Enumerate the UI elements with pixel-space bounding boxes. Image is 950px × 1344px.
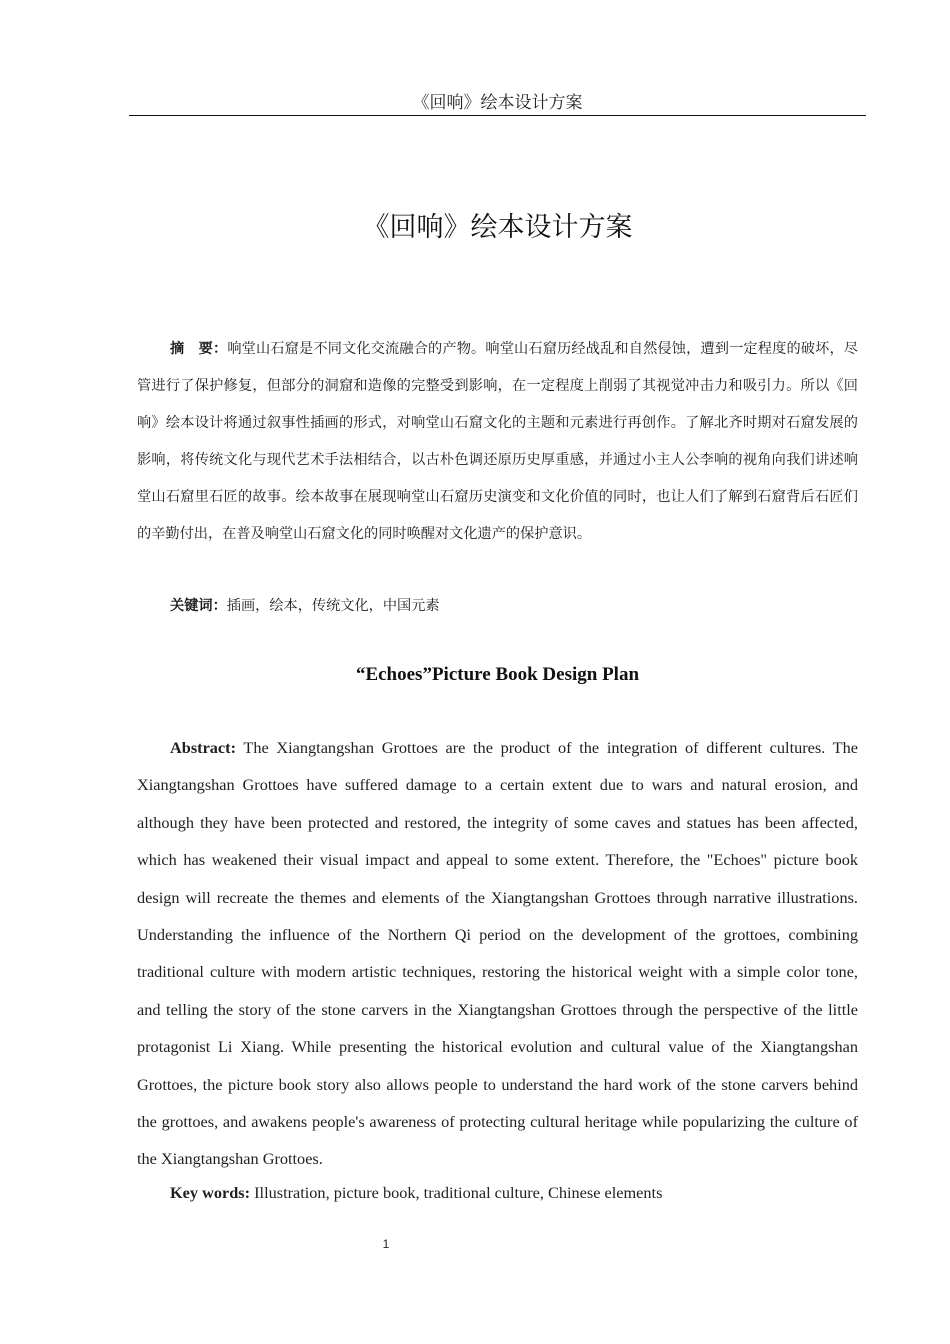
english-abstract — [137, 729, 858, 1178]
chinese-keywords-label: 关键词： — [170, 598, 227, 614]
page-number: 1 — [382, 1237, 390, 1251]
running-header: 《回响》绘本设计方案 — [412, 93, 583, 113]
chinese-keywords — [137, 590, 858, 622]
chinese-abstract — [137, 331, 858, 553]
chinese-keywords-text: 插画，绘本，传统文化，中国元素 — [226, 598, 440, 614]
page-title: 《回响》绘本设计方案 — [362, 212, 633, 243]
english-keywords — [137, 1178, 858, 1208]
english-keywords-label: Key words: — [170, 1183, 251, 1202]
english-keywords-text: Illustration, picture book, traditional culture, Chinese elements — [254, 1183, 663, 1202]
english-title: “Echoes”Picture Book Design Plan — [355, 664, 640, 685]
chinese-abstract-label: 摘 要： — [170, 341, 228, 357]
english-abstract-text: The Xiangtangshan Grottoes are the product of the integration of different cultures. The Xiangtangshan Grottoes have suffered damage to a certain extent due to wars and natural erosion, and although they have been protected and restored, the integrity of some caves and statues has been affected, which has weakened their visual impact and appeal to some extent. Therefore, the "Echoes" picture book design will recreate the themes and elements of the Xiangtangshan Grottoes through narrative illustrations. Understanding the influence of the Northern Qi period on the development of the grottoes, combining traditional culture with modern artistic techniques, restoring the historical weight with a simple color tone, and telling the story of the stone carvers in the Xiangtangshan Grottoes through the perspective of the little protagonist Li Xiang. While presenting the historical evolution and cultural value of the Xiangtangshan Grottoes, the picture book story also allows people to understand the hard work of the stone carvers behind the grottoes, and awakens people's awareness of protecting cultural heritage while popularizing the culture of the Xiangtangshan Grottoes. — [137, 738, 858, 1169]
header-rule — [129, 115, 866, 116]
english-abstract-label: Abstract: — [170, 738, 237, 757]
chinese-abstract-text: 响堂山石窟是不同文化交流融合的产物。响堂山石窟历经战乱和自然侵蚀，遭到一定程度的破坏，尽管进行了保护修复，但部分的洞窟和造像的完整受到影响，在一定程度上削弱了其视觉冲击力和吸引力。所以《回响》绘本设计将通过叙事性插画的形式，对响堂山石窟文化的主题和元素进行再创作。了解北齐时期对石窟发展的影响，将传统文化与现代艺术手法相结合，以古朴色调还原历史厚重感，并通过小主人公李响的视角向我们讲述响堂山石窟里石匠的故事。绘本故事在展现响堂山石窟历史演变和文化价值的同时，也让人们了解到石窟背后石匠们的辛勤付出，在普及响堂山石窟文化的同时唤醒对文化遗产的保护意识。 — [137, 341, 858, 542]
